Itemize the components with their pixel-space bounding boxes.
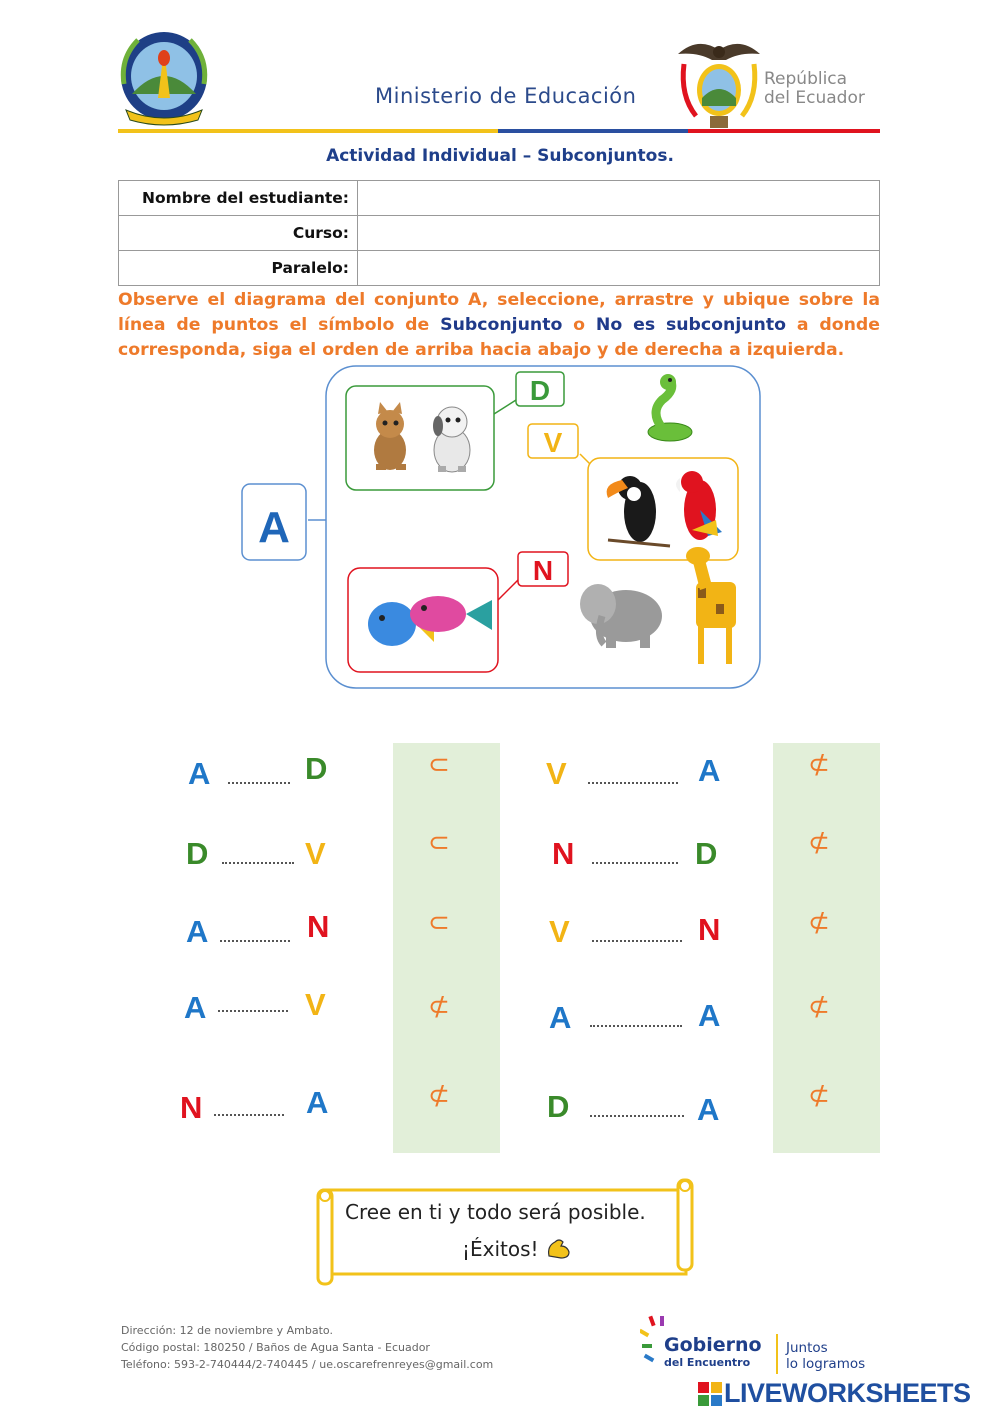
toucan-icon [607,476,670,546]
pair-10-first: D [547,1089,570,1124]
table-row [119,216,880,251]
encuentro-text: del Encuentro [664,1356,751,1369]
liveworksheets-logo-icon [698,1382,722,1406]
drop-line[interactable] [592,940,682,942]
footer-contact [121,1322,493,1373]
student-name-field[interactable] [358,181,880,216]
subset-term: Subconjunto [440,315,563,335]
gobierno-logo [664,1336,762,1372]
pair-4-first: A [184,990,207,1025]
drop-line[interactable] [590,1025,682,1027]
pair-7-first: N [552,836,575,871]
pair-3-first: A [186,914,209,949]
drop-line[interactable] [590,1115,684,1117]
not-subset-symbol[interactable]: ⊄ [808,992,830,1022]
pair-8-second: N [698,912,721,947]
section-field[interactable] [358,251,880,286]
table-row [119,181,880,216]
republica-line2: del Ecuador [764,88,865,108]
instructions [118,288,880,363]
not-subset-symbol[interactable]: ⊄ [428,1081,450,1111]
section-label: Paralelo: [119,251,358,286]
pair-8-first: V [549,914,570,949]
juntos-line2: lo logramos [786,1356,866,1372]
drop-line[interactable] [214,1114,284,1116]
set-d-boundary [346,386,494,490]
footer-phone: Teléfono: 593-2-740444/2-740445 / ue.oscarefrenreyes@gmail.com [121,1358,494,1371]
elephant-icon [580,584,662,648]
not-subset-symbol[interactable]: ⊄ [428,992,450,1022]
pair-5-first: N [180,1090,203,1125]
drop-line[interactable] [588,782,678,784]
not-subset-symbol[interactable]: ⊄ [808,750,830,780]
footer-postal: Código postal: 180250 / Baños de Agua Santa - Ecuador [121,1341,430,1354]
pair-2-second: V [305,836,326,871]
motto-line-1: Cree en ti y todo será posible. [345,1200,646,1224]
set-n-letter: N [532,555,554,586]
header-tricolor-line [118,129,880,133]
course-field[interactable] [358,216,880,251]
giraffe-icon [686,547,736,664]
student-info-table [118,180,880,286]
not-subset-symbol[interactable]: ⊄ [808,828,830,858]
gobierno-text: Gobierno [664,1334,762,1356]
flexed-arm-icon [545,1236,573,1260]
subset-symbol[interactable]: ⊂ [428,750,450,780]
footer-address: Dirección: 12 de noviembre y Ambato. [121,1324,333,1337]
student-name-label: Nombre del estudiante: [119,181,358,216]
instruction-text-2: a donde corresponda, siga el orden de arriba hacia abajo y de derecha a izquierda. [118,315,880,360]
pair-7-second: D [695,836,718,871]
pair-4-second: V [305,987,326,1022]
set-a-letter: A [258,503,290,552]
parrot-icon [676,471,722,540]
subset-symbol[interactable]: ⊂ [428,908,450,938]
drop-line[interactable] [222,862,294,864]
republica-line1: República [764,69,848,89]
dog-icon [433,407,470,472]
table-row [119,251,880,286]
drop-line[interactable] [220,940,290,942]
school-logo [118,28,210,126]
pair-1-second: D [305,751,328,786]
drop-line[interactable] [218,1010,288,1012]
subset-symbol[interactable]: ⊂ [428,828,450,858]
set-d-letter: D [529,375,551,406]
page-title: Actividad Individual – Subconjuntos. [326,146,674,166]
pair-2-first: D [186,836,209,871]
instruction-or: o [562,315,596,335]
pair-1-first: A [188,756,211,791]
course-label: Curso: [119,216,358,251]
pair-6-second: A [698,753,721,788]
pair-10-second: A [697,1092,720,1127]
motto-scroll [312,1176,698,1288]
juntos-slogan [786,1340,865,1372]
not-subset-symbol[interactable]: ⊄ [808,908,830,938]
juntos-line1: Juntos [786,1340,828,1356]
motto-line-2 [462,1236,573,1261]
motto-line-2-text: ¡Éxitos! [462,1237,539,1261]
liveworksheets-brand[interactable]: LIVEWORKSHEETS [724,1378,971,1408]
republica-label [764,70,865,108]
not-subset-term: No es subconjunto [595,315,786,335]
set-v-letter: V [543,427,563,458]
pair-9-second: A [698,998,721,1033]
not-subset-symbol[interactable]: ⊄ [808,1081,830,1111]
fish-icon [410,596,492,632]
ministry-name: Ministerio de Educación [375,84,637,108]
drop-line[interactable] [228,782,290,784]
instruction-text-1: Observe el diagrama del conjunto A, seleccione, arrastre y ubique sobre la línea de puntos el símbolo de [118,290,880,335]
cat-icon [374,402,406,470]
snake-icon [648,374,692,441]
pair-9-first: A [549,1000,572,1035]
pair-6-first: V [546,756,567,791]
set-diagram [230,360,770,695]
pair-3-second: N [307,909,330,944]
drop-line[interactable] [592,862,678,864]
logo-divider [776,1334,778,1374]
pair-5-second: A [306,1085,329,1120]
coat-of-arms-icon [676,36,762,132]
